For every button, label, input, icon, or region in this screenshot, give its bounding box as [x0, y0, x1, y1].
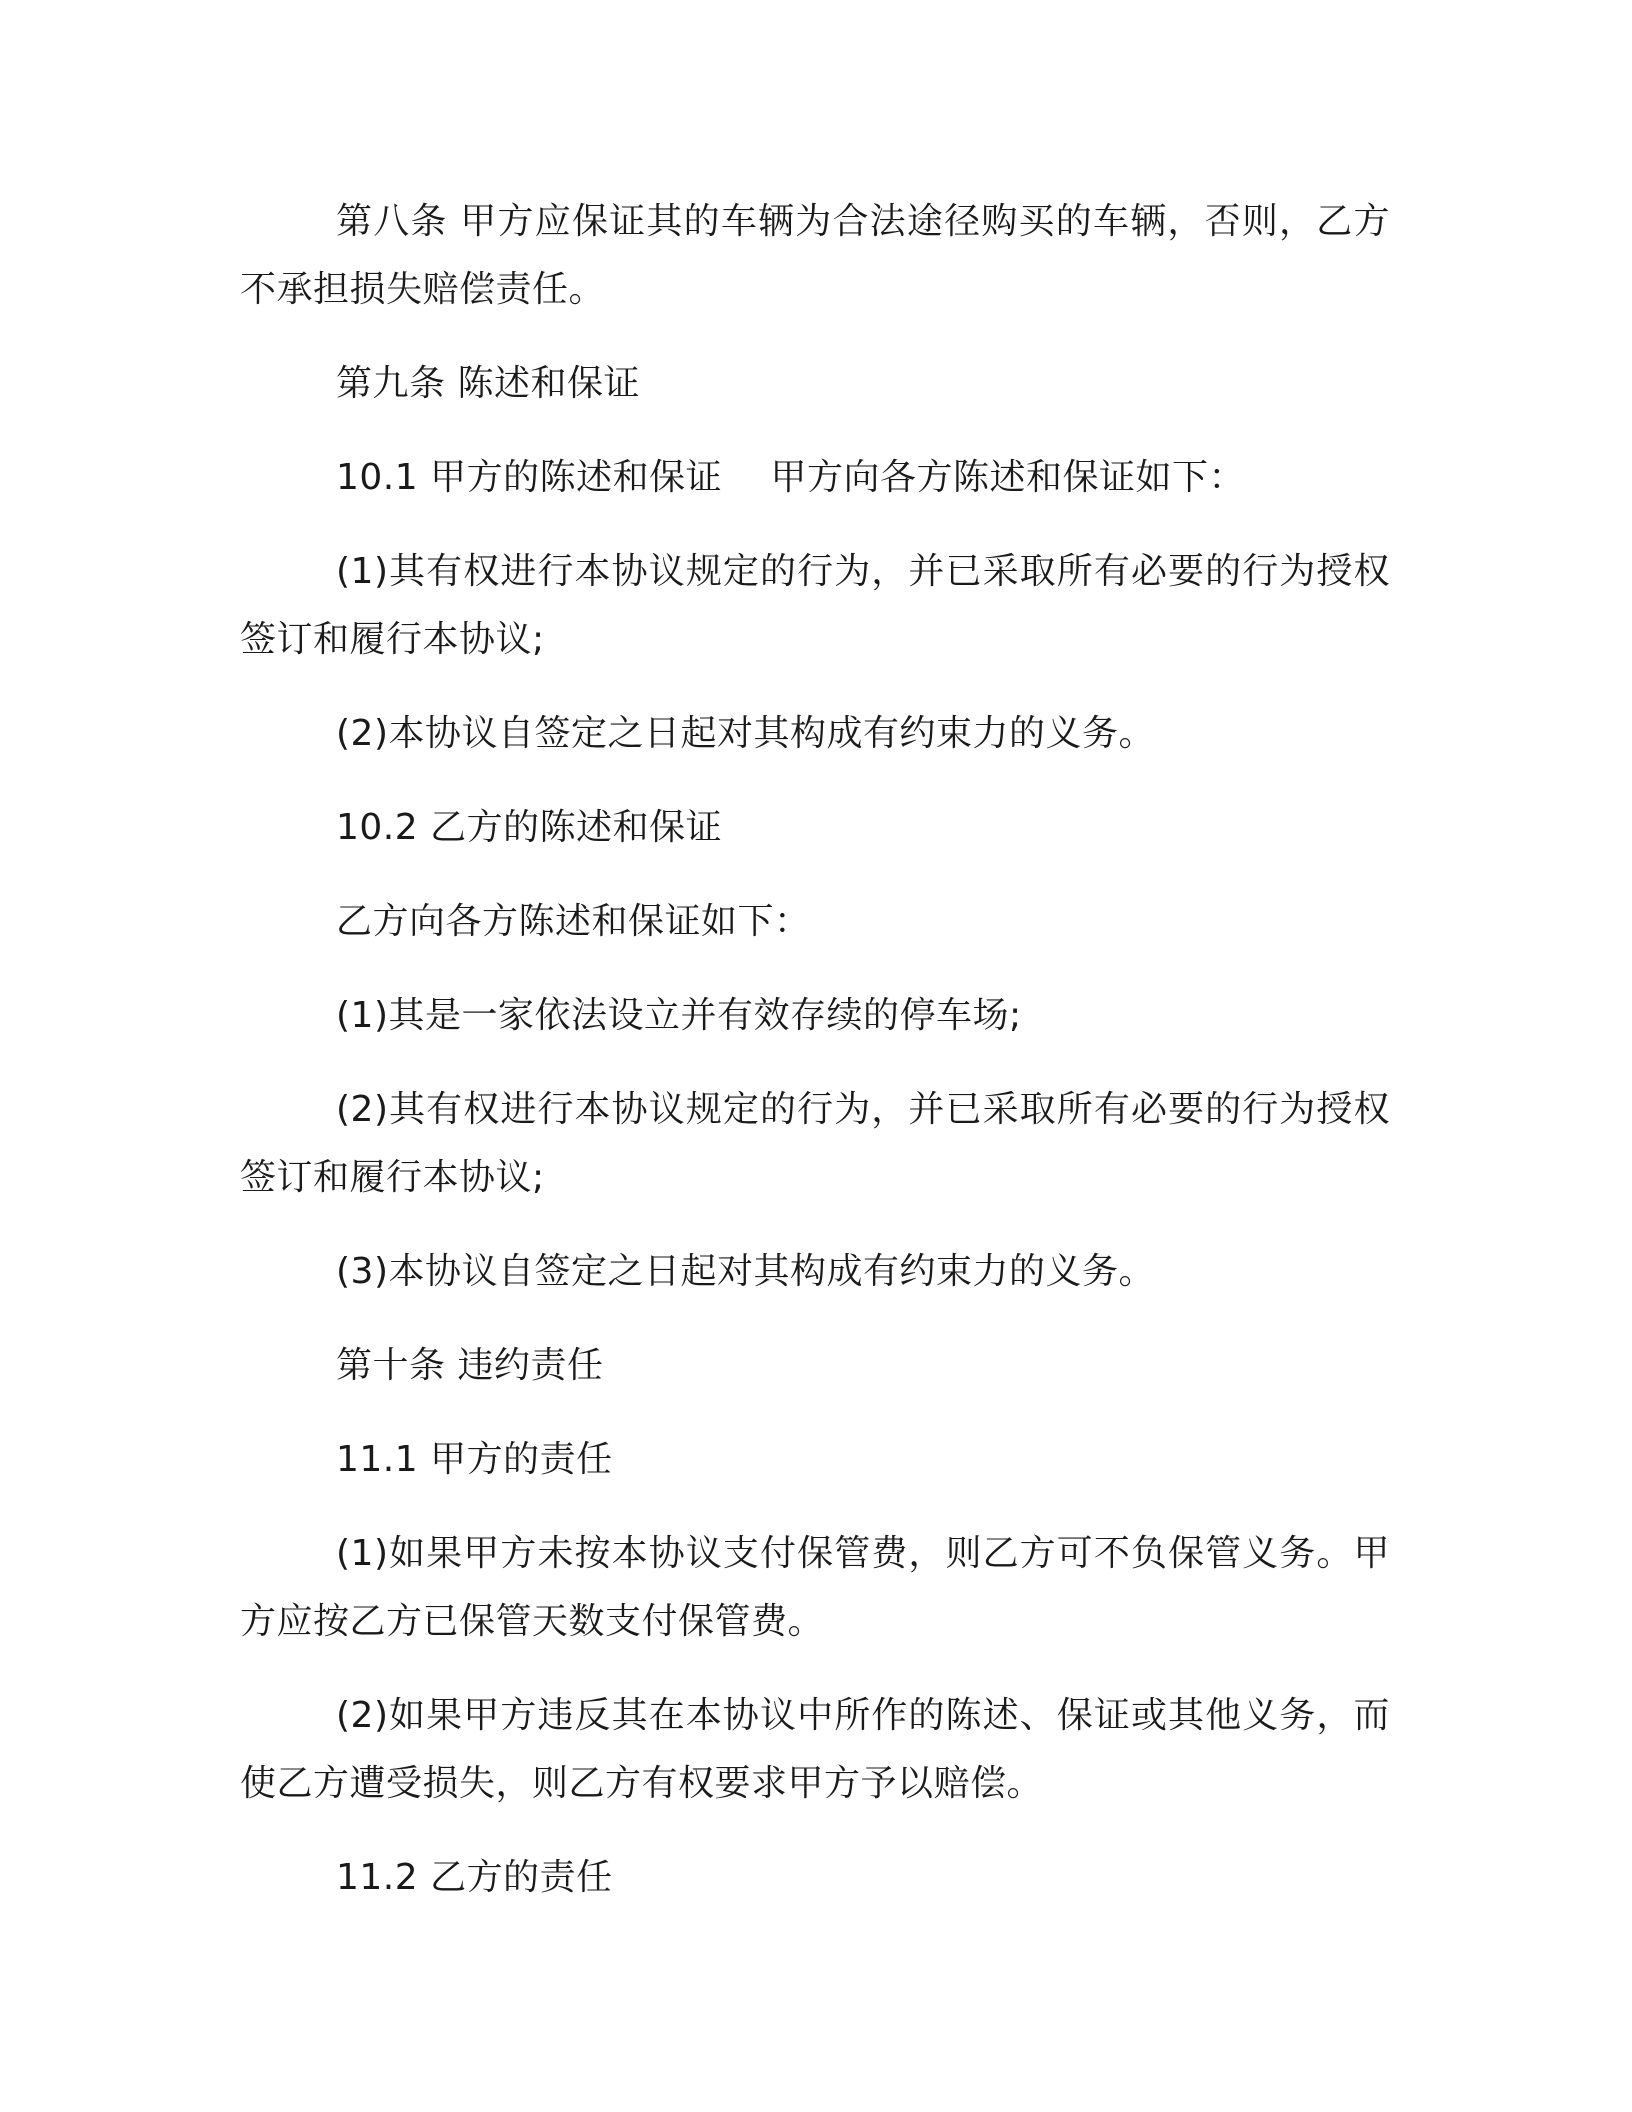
- section-10-2-item-3: (3)本协议自签定之日起对其构成有约束力的义务。: [336, 1251, 1155, 1292]
- section-10-1-item-1: (1)其有权进行本协议规定的行为，并已采取所有必要的行为授权签订和履行本协议;: [240, 551, 1390, 660]
- section-10-1-heading: 10.1 甲方的陈述和保证 甲方向各方陈述和保证如下：: [336, 457, 1246, 498]
- section-11-1-item-2: (2)如果甲方违反其在本协议中所作的陈述、保证或其他义务，而使乙方遭受损失，则乙方有权要求甲方予以赔偿。: [240, 1695, 1390, 1804]
- section-10-2-heading: 10.2 乙方的陈述和保证: [336, 807, 723, 848]
- section-10-2-intro: 乙方向各方陈述和保证如下：: [336, 901, 811, 942]
- article-9-heading: 第九条 陈述和保证: [336, 363, 640, 404]
- article-8-paragraph: 第八条 甲方应保证其的车辆为合法途径购买的车辆，否则，乙方不承担损失赔偿责任。: [240, 201, 1390, 310]
- section-11-2-heading: 11.2 乙方的责任: [336, 1857, 613, 1898]
- article-10-heading: 第十条 违约责任: [336, 1345, 604, 1386]
- section-11-1-heading: 11.1 甲方的责任: [336, 1439, 613, 1480]
- section-10-1-item-2: (2)本协议自签定之日起对其构成有约束力的义务。: [336, 713, 1155, 754]
- section-10-2-item-2: (2)其有权进行本协议规定的行为，并已采取所有必要的行为授权签订和履行本协议;: [240, 1089, 1390, 1198]
- document-page: [240, 188, 1390, 1938]
- section-11-1-item-1: (1)如果甲方未按本协议支付保管费，则乙方可不负保管义务。甲方应按乙方已保管天数支付保管费。: [240, 1533, 1390, 1642]
- section-10-2-item-1: (1)其是一家依法设立并有效存续的停车场;: [336, 995, 1022, 1036]
